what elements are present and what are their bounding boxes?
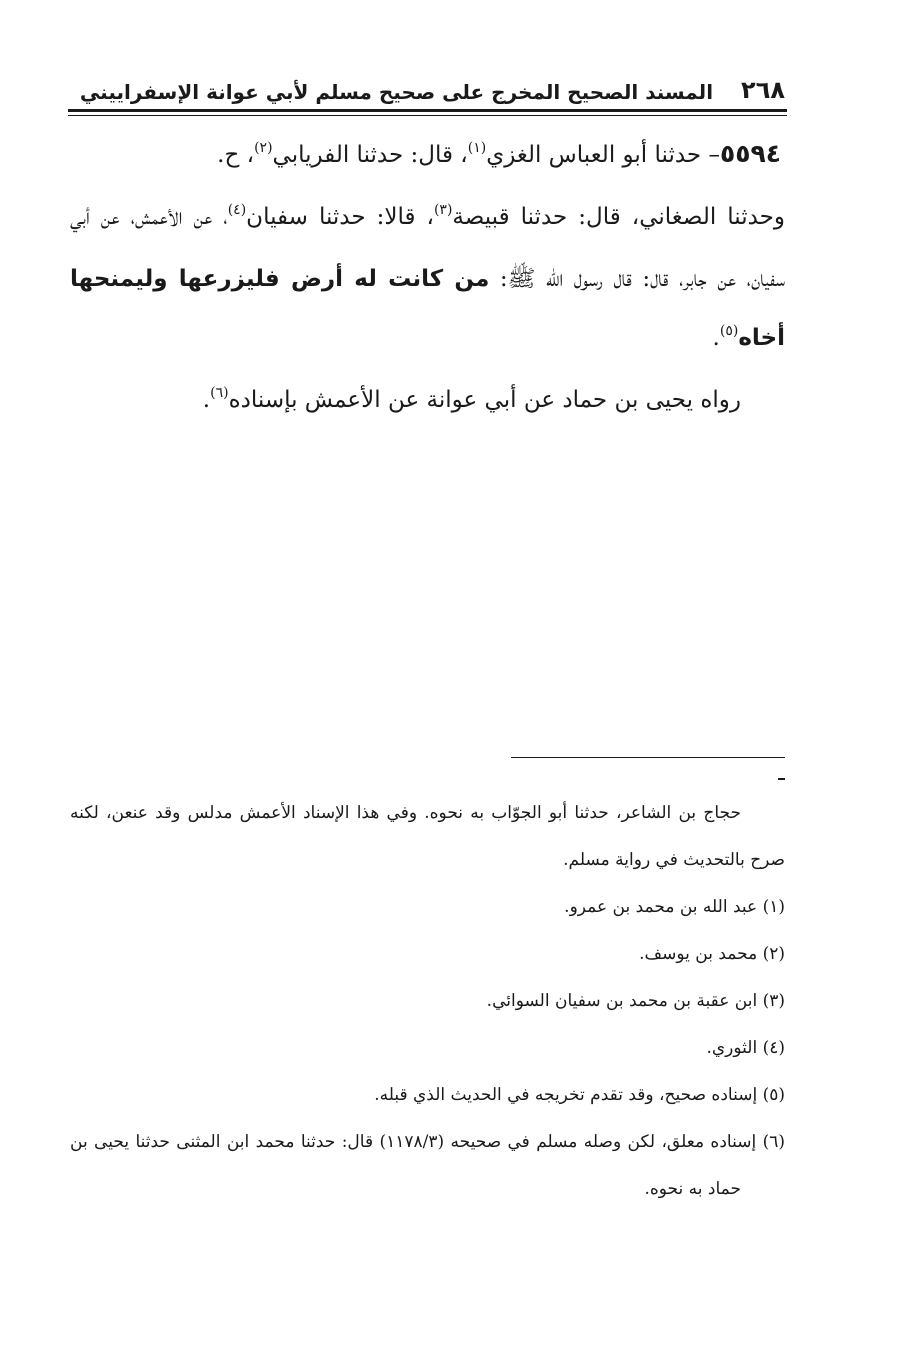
footnote-continuation: حجاج بن الشاعر، حدثنا أبو الجوّاب به نحوه. وفي هذا الإسناد الأعمش مدلس وقد عنعن، لكنه صرح بالتحديث في رواية مسلم.	[70, 803, 785, 870]
matn-text: من كانت له أرض فليزرعها وليمنحها أخاه	[70, 266, 785, 351]
footnote-ref[interactable]: (٦)	[210, 385, 229, 401]
narration-paragraph	[70, 371, 785, 433]
footnote-separator	[511, 757, 785, 758]
footnotes	[70, 790, 785, 1213]
hadith-paragraph	[70, 124, 785, 371]
narration-text: رواه يحيى بن حماد عن أبي عوانة عن الأعمش بإسناده	[228, 387, 741, 413]
footnote-item: (٤) الثوري.	[706, 1038, 785, 1058]
footnote-ref[interactable]: (٣)	[433, 202, 453, 218]
footnote-ref[interactable]: (٥)	[719, 323, 739, 339]
continuation-mark	[778, 778, 785, 780]
narration-end: .	[202, 387, 211, 413]
isnad-text: ، عن الأعمش، عن أبي سفيان، عن جابر، قال: قال رسول الله ﷺ:	[70, 204, 785, 292]
isnad-text: ، قال: حدثنا الفريابي	[272, 142, 468, 168]
isnad-text: ، ح.	[217, 142, 255, 168]
running-title: المسند الصحيح المخرج على صحيح مسلم لأبي عوانة الإسفراييني	[79, 80, 714, 104]
isnad-text: – حدثنا أبو العباس الغزي	[486, 142, 720, 168]
hadith-number: ٥٥٩٤	[719, 139, 781, 168]
isnad-text: وحدثنا الصغاني، قال: حدثنا قبيصة	[452, 204, 785, 230]
footnote-ref[interactable]: (٤)	[227, 202, 247, 218]
main-text	[70, 124, 785, 433]
footnote-item: (١) عبد الله بن محمد بن عمرو.	[564, 897, 785, 917]
footnote-ref[interactable]: (١)	[467, 140, 487, 156]
running-header	[70, 66, 785, 104]
footnote-item: (٣) ابن عقبة بن محمد بن سفيان السوائي.	[486, 991, 785, 1011]
page-number: ٢٦٨	[741, 76, 785, 104]
footnote-item: (٥) إسناده صحيح، وقد تقدم تخريجه في الحديث الذي قبله.	[374, 1085, 785, 1105]
matn-end: .	[712, 325, 720, 351]
header-rule	[68, 109, 787, 112]
footnote-item: (٢) محمد بن يوسف.	[639, 944, 785, 964]
isnad-text: ، قالا: حدثنا سفيان	[246, 204, 434, 230]
footnote-item: (٦) إسناده معلق، لكن وصله مسلم في صحيحه (١١٧٨/٣) قال: حدثنا محمد ابن المثنى حدثنا يحيى بن حماد به نحوه.	[70, 1132, 785, 1199]
footnote-ref[interactable]: (٢)	[254, 140, 273, 156]
header-rule-thin	[68, 115, 787, 116]
